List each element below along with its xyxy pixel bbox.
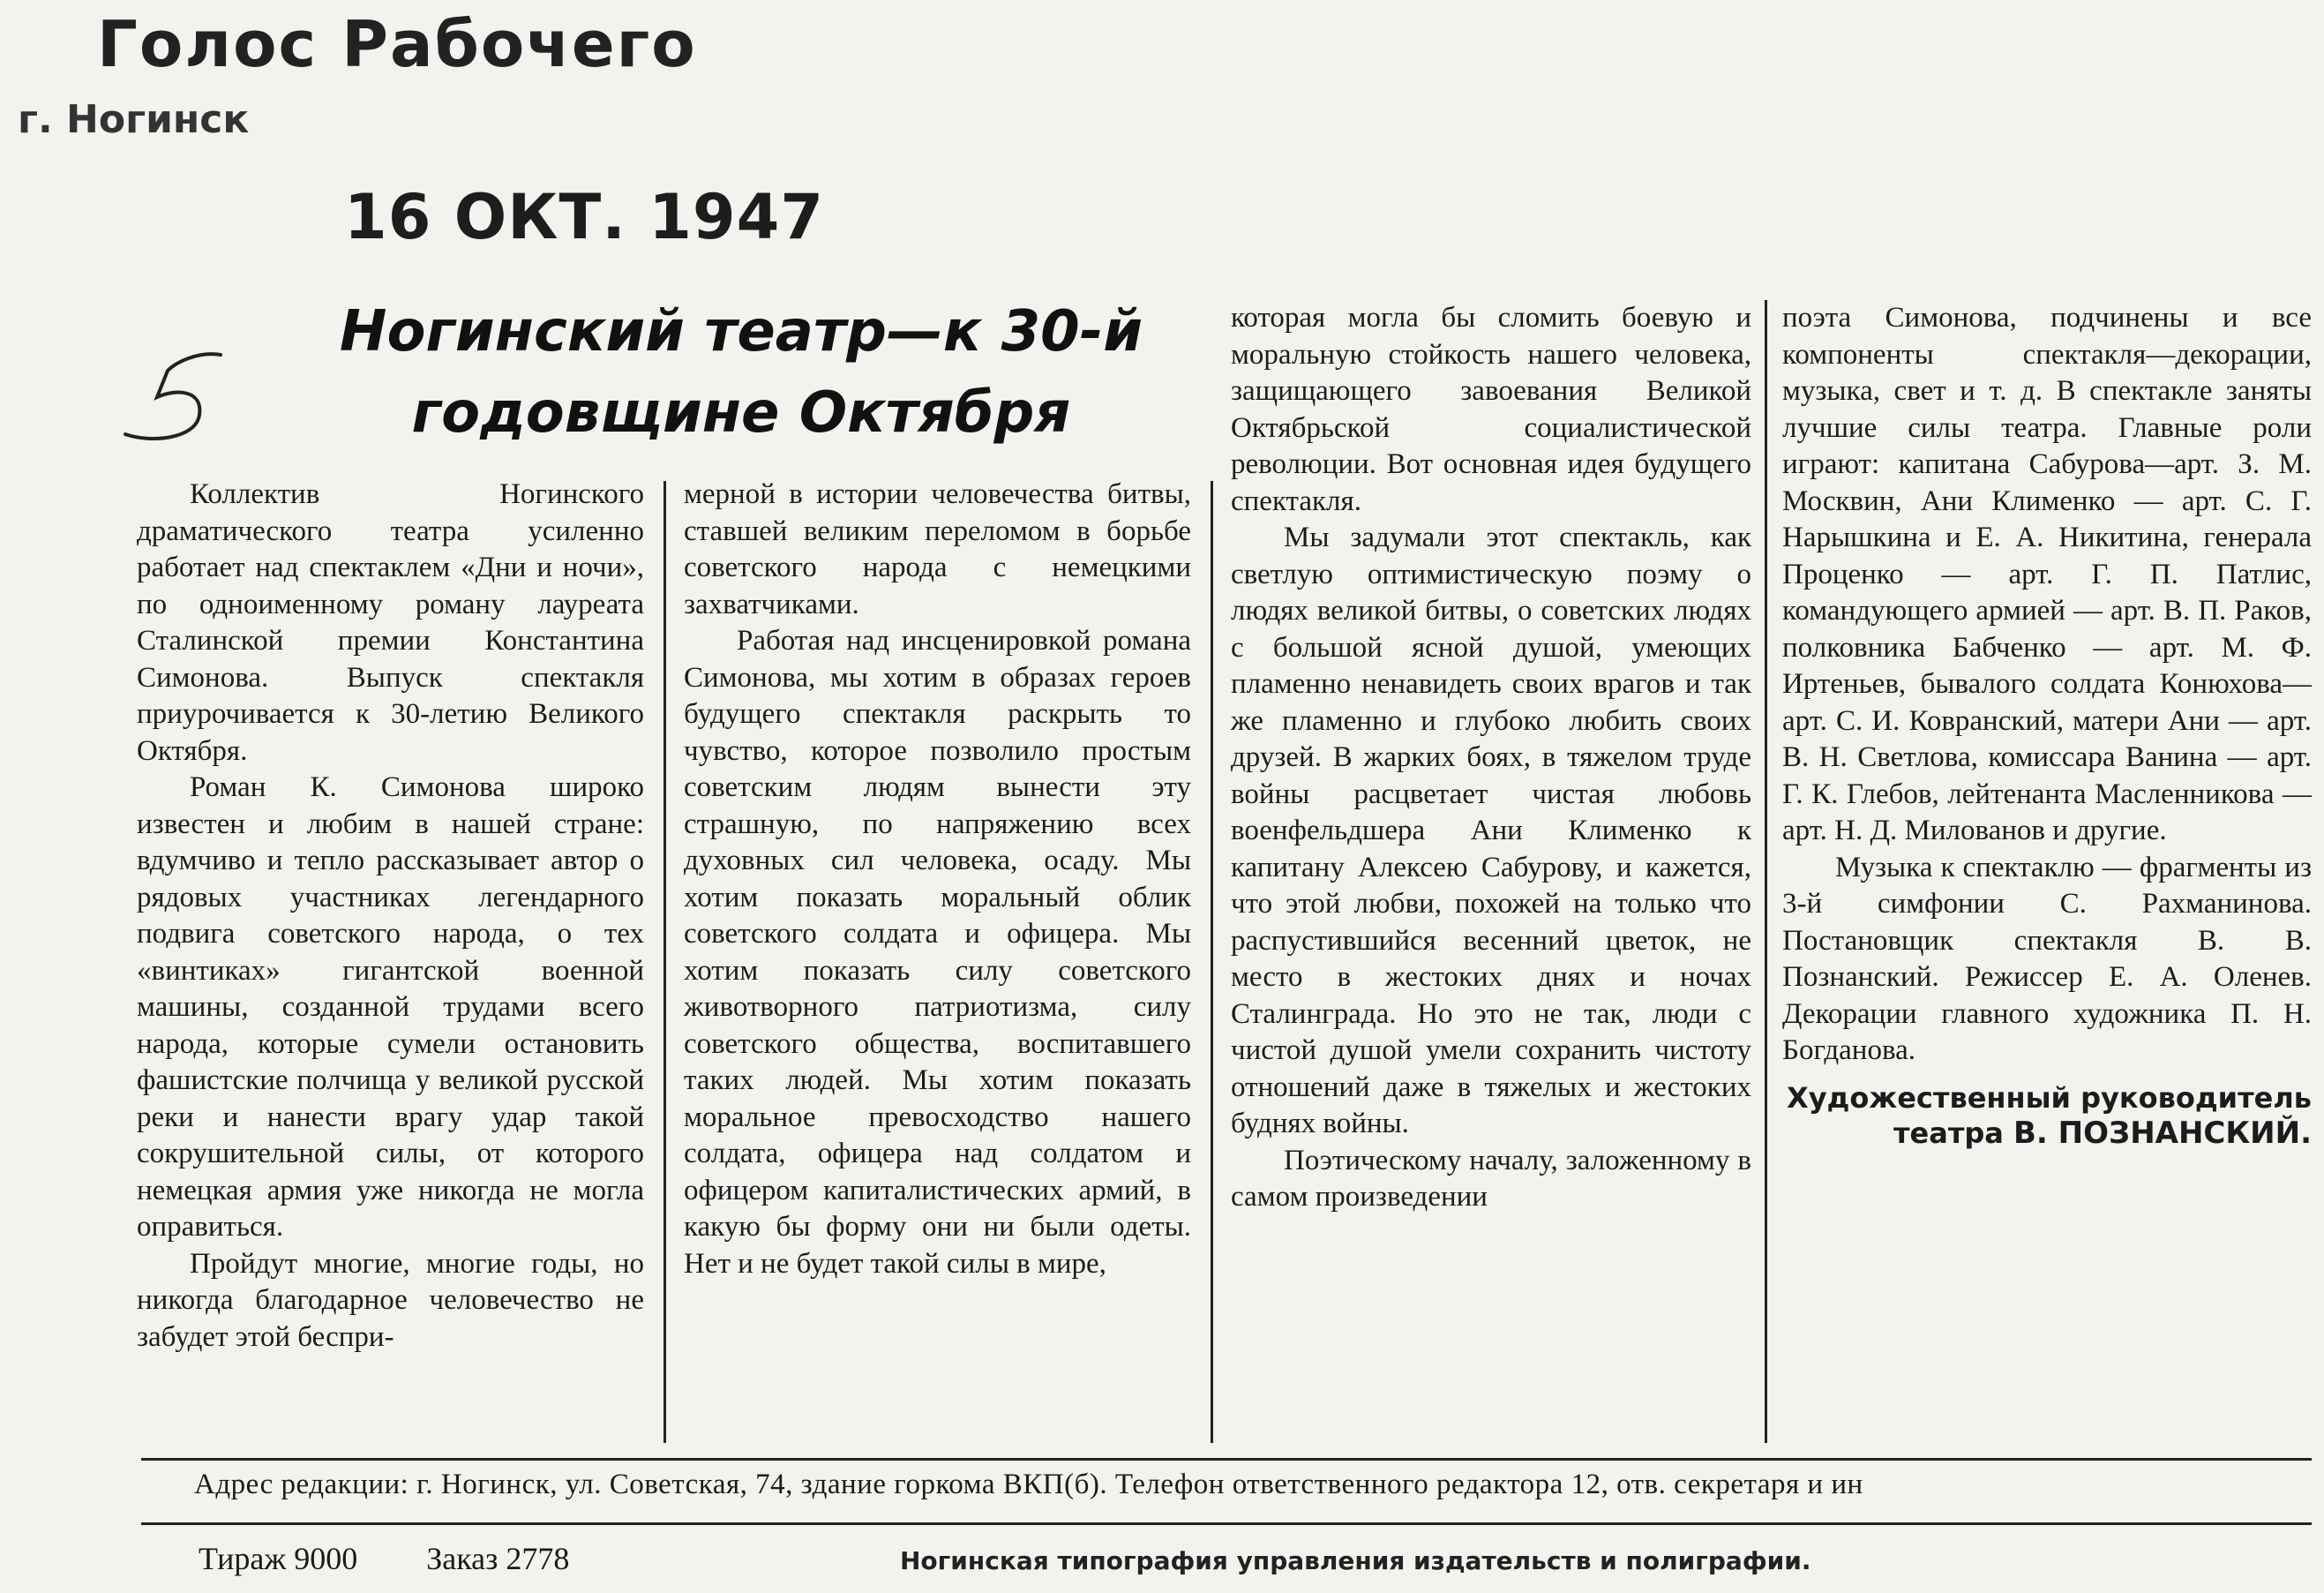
article-column-4 (1782, 300, 2312, 1151)
tirazh: Тираж 9000 (199, 1541, 358, 1576)
column-rule-2 (1211, 481, 1213, 1443)
zakaz: Заказ 2778 (426, 1541, 570, 1576)
signature-role: Художественный руководитель театра (1787, 1080, 2312, 1150)
column-rule-1 (663, 481, 666, 1443)
article-column-2 (684, 477, 1191, 1282)
print-run-info (199, 1540, 569, 1577)
paragraph: мерной в истории человечества битвы, ставшей великим переломом в борьбе советского народа с немецкими захватчиками. (684, 478, 1191, 620)
paragraph: Поэтическому началу, заложенному в самом произведении (1231, 1144, 1751, 1213)
editorial-address: Адрес редакции: г. Ногинск, ул. Советская, 74, здание горкома ВКП(б). Телефон ответственного редактора 12, отв. секретаря и ин (194, 1469, 1863, 1500)
paragraph: Работая над инсценировкой романа Симонова, мы хотим в образах героев будущего спектакля раскрыть то чувство, которое позволило простым советским людям вынести эту страшную, по напряжению всех духовных сил человека, осаду. Мы хотим показать моральный облик советского солдата и офицера. Мы хотим показать силу советского животворного патриотизма, силу советского общества, воспитавшего таких людей. Мы хотим показать моральное превосходство нашего солдата, офицера над солдатом и офицером капиталистических армий, в какую бы форму они ни были одеты. Нет и не будет такой силы в мире, (684, 625, 1191, 1280)
paragraph: Роман К. Симонова широко известен и любим в нашей стране: вдумчиво и тепло рассказывает автор о рядовых участниках легендарного подвига советского народа, о тех «винтиках» гигантской военной машины, созданной трудами всего народа, которые сумели остановить фашистские полчища у великой русской реки и нанести врагу удар такой сокрушительной силы, от которого немецкая армия уже никогда не могла оправиться. (137, 771, 644, 1243)
article-headline (265, 291, 1218, 454)
paragraph: поэта Симонова, подчинены и все компоненты спектакля—декорации, музыка, свет и т. д. В спектакле заняты лучшие силы театра. Главные роли играют: капитана Сабурова—арт. З. М. Москвин, Ани Клименко — арт. С. Г. Нарышкина и Е. А. Никитина, генерала Проценко — арт. Г. П. Патлис, командующего армией — арт. В. П. Раков, полковника Бабченко — арт. М. Ф. Иртеньев, бывалого солдата Конюхова— арт. С. И. Ковранский, матери Ани — арт. В. Н. Светлова, комиссара Ванина — арт. Г. К. Глебов, лейтенанта Масленникова — арт. Н. Д. Милованов и другие. (1782, 302, 2312, 846)
date-stamp: 16 ОКТ. 1947 (344, 181, 825, 253)
article-column-1 (137, 477, 644, 1356)
paragraph: Музыка к спектаклю — фрагменты из 3-й симфонии С. Рахманинова. Постановщик спектакля В. В. Познанский. Режиссер Е. А. Оленев. Декорации главного художника П. Н. Богданова. (1782, 851, 2312, 1066)
signature-name: В. ПОЗНАНСКИЙ. (2013, 1115, 2312, 1151)
paragraph: Мы задумали этот спектакль, как светлую оптимистическую поэму о людях великой битвы, о советских людях с большой ясной душой, умеющих пламенно ненавидеть своих врагов и так же пламенно и глубоко любить своих друзей. В жарких боях, в тяжелом труде войны расцветает чистая любовь военфельдшера Ани Клименко к капитану Алексею Сабурову, и кажется, что этой любви, похожей на только что распустившийся весенний цветок, не место в жестоких днях и ночах Сталинграда. Но это не так, люди с чистой душой умели сохранить чистоту отношений даже в тяжелых и жестоких буднях войны. (1231, 522, 1751, 1139)
article-signature (1782, 1080, 2312, 1151)
article-column-3 (1231, 300, 1751, 1216)
paragraph: которая могла бы сломить боевую и моральную стойкость нашего человека, защищающего завоевания Великой Октябрьской социалистической революции. Вот основная идея будущего спектакля. (1231, 302, 1751, 517)
printer-info: Ногинская типография управления издательств и полиграфии. (900, 1546, 1811, 1575)
column-rule-3 (1765, 300, 1767, 1443)
headline-line-2: годовщине Октября (411, 380, 1071, 446)
handwritten-number-mark (115, 335, 238, 450)
headline-line-1: Ногинский театр—к 30-й (339, 299, 1143, 364)
paragraph: Коллектив Ногинского драматического театра усиленно работает над спектаклем «Дни и ночи», по одноименному роману лауреата Сталинской премии Константина Симонова. Выпуск спектакля приурочивается к 30-летию Великого Октября. (137, 478, 644, 767)
newspaper-city: г. Ногинск (18, 97, 250, 142)
paragraph: Пройдут многие, многие годы, но никогда благодарное человечество не забудет этой беспри- (137, 1247, 644, 1353)
newspaper-masthead: Голос Рабочего (97, 7, 697, 81)
